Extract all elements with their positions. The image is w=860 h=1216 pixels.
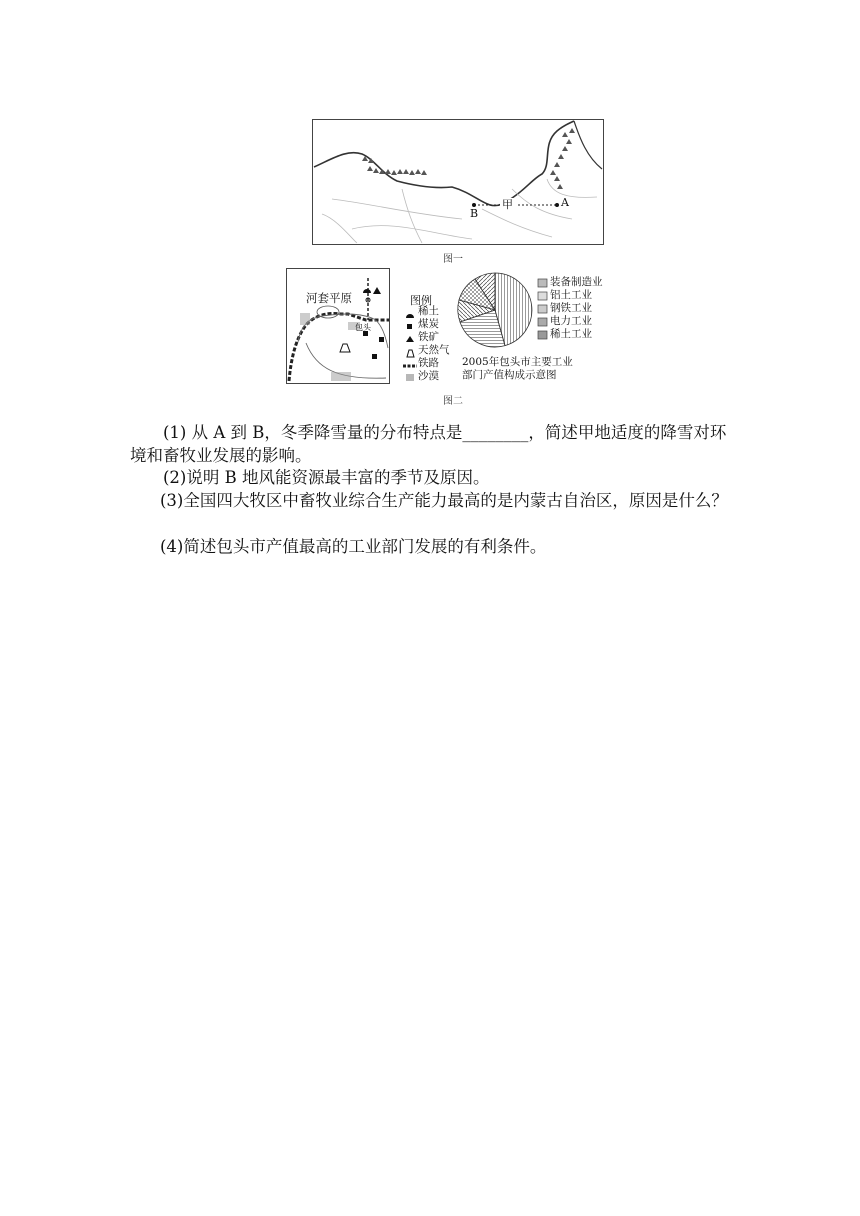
label-jia: 甲 xyxy=(502,198,513,211)
question-4: (4)简述包头市产值最高的工业部门发展的有利条件。 xyxy=(160,537,547,556)
pie-legend-item: 电力工业 xyxy=(550,315,592,327)
question-2: (2)说明 B 地风能资源最丰富的季节及原因。 xyxy=(163,468,490,487)
legend-item: 铁路 xyxy=(418,357,439,369)
label-a: A xyxy=(561,196,569,209)
point-a-marker xyxy=(555,203,559,207)
question-1: (1) 从 A 到 B，冬季降雪量的分布特点是________，简述甲地适度的降雪对环境和畜牧业发展的影响。 xyxy=(130,423,727,465)
pie-title-line2: 部门产值构成示意图 xyxy=(462,369,557,381)
legend-item: 铁矿 xyxy=(418,331,439,343)
legend-title: 图例 xyxy=(410,294,432,307)
figure2-map xyxy=(286,268,390,384)
pie-legend-item: 钢铁工业 xyxy=(550,302,592,314)
figure2-caption: 图二 xyxy=(443,396,463,407)
pie-legend-item: 稀土工业 xyxy=(550,328,592,340)
map-legend-list xyxy=(418,305,450,383)
pie-legend-item: 装备制造业 xyxy=(550,276,603,288)
figure1-caption: 图一 xyxy=(443,254,463,265)
pie-title xyxy=(462,356,573,382)
pie-title-line1: 2005年包头市主要工业 xyxy=(462,356,573,368)
figure1-map xyxy=(312,119,604,245)
pie-legend-list xyxy=(550,276,603,341)
legend-item: 天然气 xyxy=(418,344,450,356)
pie-legend-item: 铝土工业 xyxy=(550,289,592,301)
question-3: (3)全国四大牧区中畜牧业综合生产能力最高的是内蒙古自治区，原因是什么？ xyxy=(160,491,728,510)
city-label: 包头 xyxy=(355,323,371,332)
legend-item: 煤炭 xyxy=(418,318,439,330)
legend-item: 稀土 xyxy=(418,305,439,317)
pie-legend-swatches xyxy=(537,278,549,344)
plain-label: 河套平原 xyxy=(306,291,352,305)
legend-item: 沙漠 xyxy=(418,370,439,382)
industry-pie-chart xyxy=(455,270,535,350)
label-b: B xyxy=(470,207,479,220)
